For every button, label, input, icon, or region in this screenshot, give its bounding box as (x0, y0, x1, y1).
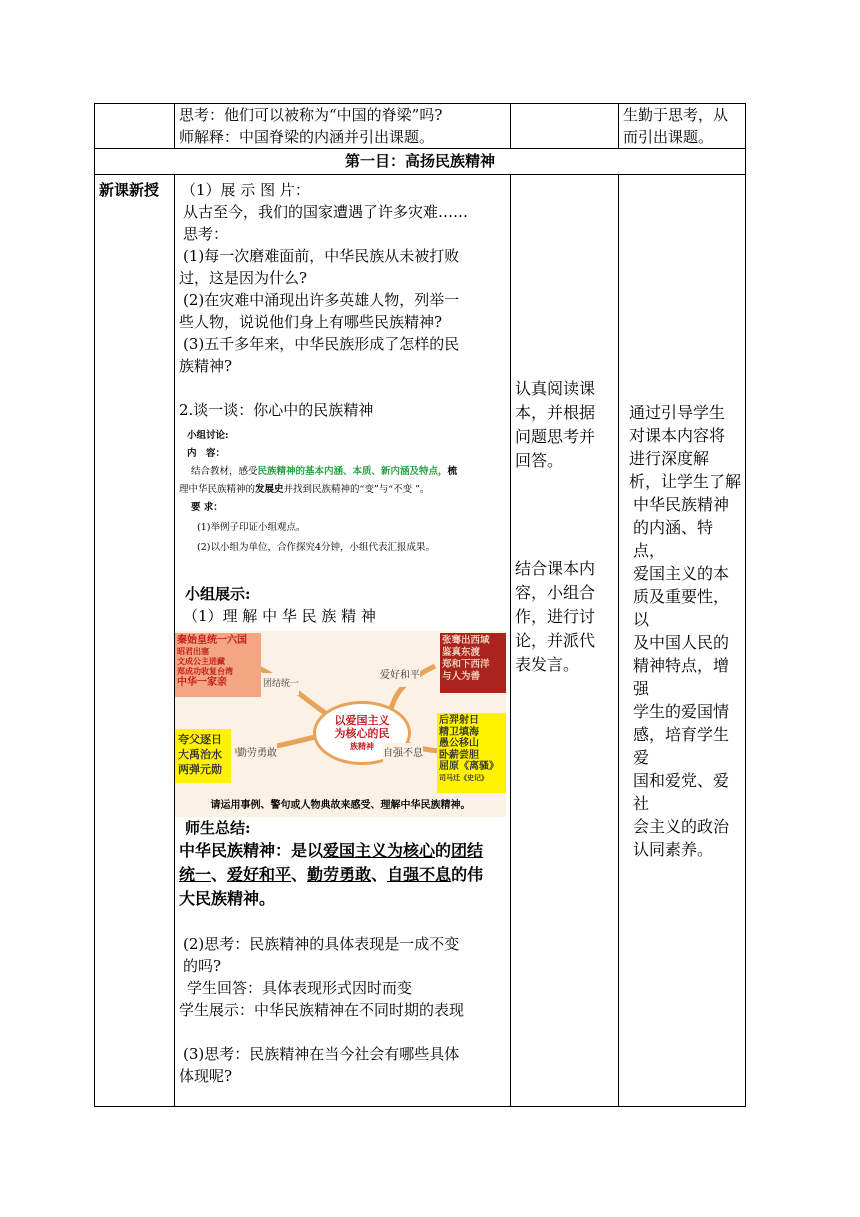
mindmap-text: 中华一家亲 (177, 677, 227, 688)
design-line: 认同素养。 (633, 840, 714, 859)
content-cell-main (175, 175, 511, 1107)
task-line: 小组讨论: (187, 430, 229, 441)
content-line: （1）理 解 中 华 民 族 精 神 (183, 607, 376, 625)
activity-block-group (515, 557, 614, 677)
activity-line: 回答。 (515, 451, 564, 470)
mindmap-text: 郑和下西洋 (442, 659, 490, 670)
mindmap-core-text: 以爱国主义 (334, 713, 390, 727)
task-text: 并找到民族精神的“变”与“不变 ”。 (283, 484, 430, 495)
summary-text: 的 (435, 841, 452, 860)
mindmap-box-unity (175, 633, 261, 697)
mindmap-core-text: 为核心的民 (334, 726, 390, 740)
design-line: 中华民族精神 (633, 495, 730, 514)
mindmap-text: 昭君出塞 (177, 647, 209, 656)
design-line: 精神特点，增强 (633, 656, 730, 698)
content-line: 师生总结: (185, 819, 251, 837)
design-line: 感，培育学生爱 (633, 725, 730, 767)
summary-text: 、 (211, 865, 228, 884)
content-line: (3)思考：民族精神在当今社会有哪些具体 (183, 1045, 460, 1063)
content-line: 师解释：中国脊梁的内涵并引出课题。 (179, 128, 435, 146)
activity-line: 问题思考并 (515, 427, 596, 446)
content-cell-intro (175, 104, 511, 149)
task-text: 理中华民族精神的 (179, 484, 256, 495)
design-line: 国和爱党、爱社 (633, 771, 730, 813)
design-block (629, 401, 741, 861)
design-line: 学生的爱国情 (633, 702, 730, 721)
content-line: 小组展示: (185, 585, 251, 603)
mindmap-text: 司马迁《史记》 (439, 773, 488, 782)
content-line: 从古至今，我们的国家遭遇了许多灾难…… (183, 203, 469, 221)
task-card (179, 429, 506, 555)
task-line: (1)举例子印证小组观点。 (197, 522, 306, 533)
content-line: 2.谈一谈：你心中的民族精神 (179, 401, 374, 419)
content-line: 体现呢? (179, 1067, 233, 1085)
mindmap-label-peace: 爱好和平 (380, 665, 420, 687)
content-line: (3)五千多年来，中华民族形成了怎样的民 (183, 335, 460, 353)
summary-text: 中华民族精神：是以 (179, 841, 324, 860)
summary-key: 统一 (179, 865, 212, 884)
mindmap-text: 两弹元勋 (178, 763, 222, 776)
content-line: 学生展示：中华民族精神在不同时期的表现 (179, 1001, 465, 1019)
activity-line: 论，并派代 (515, 631, 596, 650)
design-line: 的内涵、特点， (633, 518, 714, 560)
summary-key: 爱好和平 (227, 865, 292, 884)
content-line: 学生回答：具体表现形式因时而变 (187, 979, 413, 997)
design-line: 爱国主义的本 (633, 564, 730, 583)
mindmap-text: 与人为善 (442, 671, 481, 682)
design-line: 质及重要性，以 (633, 587, 730, 629)
content-line: 的吗? (183, 957, 222, 975)
content-line: (2)思考：民族精神的具体表现是一成不变 (183, 935, 460, 953)
mindmap-text: 郑成功收复台湾 (177, 667, 233, 676)
summary-line (179, 839, 506, 863)
content-line: （1）展 示 图 片： (181, 181, 310, 199)
table-row-main (95, 175, 746, 1107)
mindmap-text: 鉴真东渡 (442, 647, 481, 658)
task-line: (2)以小组为单位，合作探究4分钟，小组代表汇报成果。 (197, 542, 436, 553)
mindmap-text: 夸父逐日 (178, 733, 222, 746)
content-line: (1)每一次磨难面前，中华民族从未被打败 (183, 247, 460, 265)
activity-cell-empty (511, 104, 619, 149)
mindmap-label-strive: 自强不息 (383, 743, 423, 765)
mindmap-text: 文成公主进藏 (177, 657, 225, 666)
mindmap-caption: 请运用事例、警句或人物典故来感受、理解中华民族精神。 (175, 795, 506, 817)
summary-text: 、 (291, 865, 308, 884)
design-cell-intro (619, 104, 746, 149)
summary-key: 团结 (451, 841, 484, 860)
summary-text: 、 (371, 865, 388, 884)
activity-line: 本，并根据 (515, 403, 596, 422)
design-line: 进行深度解 (629, 449, 710, 468)
mindmap-box-diligence (175, 729, 231, 783)
task-text: 结合教材，感受 (191, 466, 258, 477)
mindmap-text: 精卫填海 (439, 726, 479, 738)
design-line: 及中国人民的 (633, 633, 730, 652)
summary-line: 大民族精神。 (179, 889, 276, 908)
mindmap-box-peace (440, 633, 506, 693)
design-line: 生勤于思考，从 (623, 106, 729, 124)
mindmap-text: 大禹治水 (178, 748, 222, 761)
summary-text: 的伟 (451, 865, 484, 884)
task-line: 内 容： (187, 448, 226, 459)
activity-line: 作，进行讨 (515, 607, 596, 626)
table-row-intro (95, 104, 746, 149)
mindmap-text: 卧薪尝胆 (439, 749, 479, 761)
mindmap-core-text: 族精神 (350, 741, 374, 751)
mindmap-box-strive (437, 713, 506, 793)
design-line: 而引出课题。 (623, 128, 714, 146)
lesson-plan-table (94, 103, 746, 1107)
task-text: 梳 (447, 466, 458, 477)
activity-line: 认真阅读课 (515, 379, 596, 398)
activity-line: 容，小组合 (515, 583, 596, 602)
mindmap-label-unity: 团结统一 (263, 673, 299, 695)
stage-cell-empty (95, 104, 175, 149)
activity-line: 结合课本内 (515, 559, 596, 578)
design-line: 会主义的政治 (633, 817, 730, 836)
design-line: 析，让学生了解 (629, 472, 742, 491)
summary-key: 勤劳勇敢 (307, 865, 372, 884)
table-row-section (95, 149, 746, 175)
activity-block-reading (515, 377, 614, 473)
task-line (187, 465, 506, 479)
mindmap-text: 愚公移山 (439, 738, 479, 749)
activity-cell-main (511, 175, 619, 1107)
design-line: 通过引导学生 (629, 403, 726, 422)
mindmap-label-diligence: 勤劳勇敢 (237, 743, 277, 765)
section-header: 第一目：高扬民族精神 (95, 149, 746, 175)
task-line: 要 求： (191, 502, 223, 513)
content-line: 思考： (183, 225, 229, 243)
task-line (179, 483, 506, 497)
mindmap-text: 张骞出西域 (442, 635, 490, 646)
task-highlight: 民族精神的基本内涵、本质、新内涵及特点， (257, 466, 448, 477)
design-cell-main (619, 175, 746, 1107)
mindmap-text: 后羿射日 (439, 715, 479, 726)
content-line: 思考：他们可以被称为“中国的脊梁”吗? (179, 106, 443, 124)
content-line: (2)在灾难中涌现出许多英雄人物，列举一 (183, 291, 460, 309)
content-line: 族精神? (179, 357, 233, 375)
summary-line (179, 863, 506, 887)
stage-label: 新课新授 (95, 175, 175, 1107)
task-bold: 发展史 (255, 484, 284, 495)
content-line: 过，这是因为什么? (179, 269, 308, 287)
mindmap-text: 秦始皇统一六国 (177, 635, 247, 646)
mindmap-image (175, 631, 506, 817)
summary-key: 自强不息 (387, 865, 452, 884)
activity-line: 表发言。 (515, 655, 580, 674)
content-line: 些人物，说说他们身上有哪些民族精神? (179, 313, 443, 331)
summary-key: 爱国主义为核心 (323, 841, 436, 860)
design-line: 对课本内容将 (629, 426, 726, 445)
mindmap-text: 屈原《离骚》 (439, 761, 499, 772)
